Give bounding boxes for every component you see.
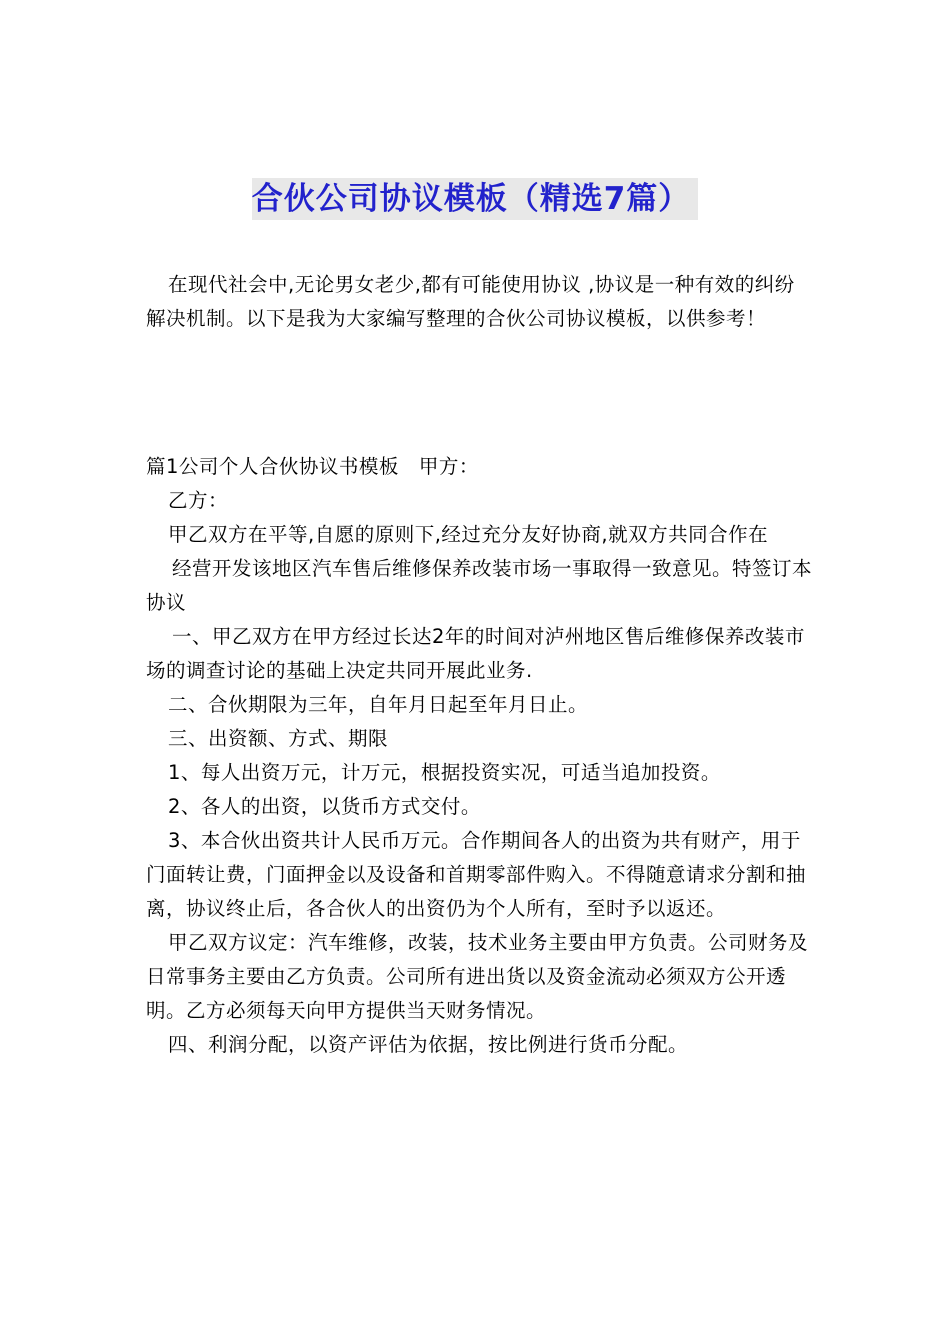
document-title: 合伙公司协议模板（精选7篇）	[252, 178, 699, 220]
clause-one: 一、甲乙双方在甲方经过长达2年的时间对泸州地区售后维修保养改装市场的调查讨论的基础上决定共同开展此业务.	[146, 625, 805, 682]
clause-three: 三、出资额、方式、期限	[168, 727, 389, 750]
intro-section	[146, 268, 814, 336]
agreement-body	[146, 450, 814, 1062]
clause-three-item-1: 1、每人出资万元，计万元，根据投资实况，可适当追加投资。	[168, 761, 721, 784]
clause-three-item-3: 3、本合伙出资共计人民币万元。合作期间各人的出资为共有财产，用于门面转让费，门面押金以及设备和首期零部件购入。不得随意请求分割和抽离，协议终止后，各合伙人的出资仍为个人所有，至时予以返还。	[146, 829, 807, 920]
clause-three-item-2: 2、各人的出资，以货币方式交付。	[168, 795, 481, 818]
section-heading: 篇1公司个人合伙协议书模板 甲方：	[146, 455, 479, 478]
body-paragraph: 甲乙双方在平等,自愿的原则下,经过充分友好协商,就双方共同合作在	[168, 523, 769, 546]
party-b-line: 乙方：	[168, 489, 229, 512]
responsibility-paragraph: 甲乙双方议定：汽车维修，改装，技术业务主要由甲方负责。公司财务及日常事务主要由乙方负责。公司所有进出货以及资金流动必须双方公开透明。乙方必须每天向甲方提供当天财务情况。	[146, 931, 809, 1022]
clause-four: 四、利润分配，以资产评估为依据，按比例进行货币分配。	[168, 1033, 689, 1056]
body-paragraph: 经营开发该地区汽车售后维修保养改装市场一事取得一致意见。特签订本协议	[146, 557, 813, 614]
clause-two: 二、合伙期限为三年，自年月日起至年月日止。	[168, 693, 589, 716]
intro-paragraph: 在现代社会中,无论男女老少,都有可能使用协议 ,协议是一种有效的纠纷解决机制。以下是我为大家编写整理的合伙公司协议模板，以供参考！	[146, 273, 795, 330]
title-container	[0, 178, 950, 220]
